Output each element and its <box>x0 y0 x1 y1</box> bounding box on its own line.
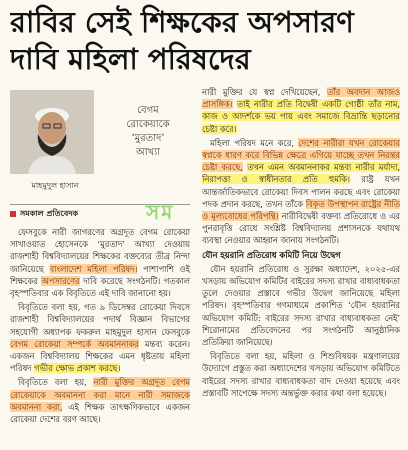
paragraph: বিবৃতিতে বলা হয়, মহিলা ও শিশুবিষয়ক মন্ত্রণালয়ের উদ্যোগে প্রস্তুত করা অধ্যাদেশের খসড়ায় অভিযোগ কমিটিতে বাইরের সদস্য রাখার বাধ্যবাধকতা বাদ দেওয়া হয়েছে এবং প্রস্তাবটি সাপেক্ষে সদস্য অন্তর্ভুক্ত করার কথা বলা হয়েছে। <box>202 351 400 398</box>
paragraph <box>202 86 400 135</box>
photo-caption: মাহমুদুল হাসান <box>31 181 79 190</box>
text: বিবৃতিতে বলা হয়, <box>18 377 94 388</box>
bullet-square-icon <box>10 211 16 217</box>
highlight: গভীর ক্ষোভ প্রকাশ করছে। <box>34 363 121 374</box>
byline-text: সমকাল প্রতিবেদক <box>20 209 79 218</box>
highlight: বিকৃত উপস্থাপন রাষ্ট্রের নীতি ও মূল্যবোধের পরিপন্থি। <box>202 198 400 222</box>
text: রাষ্ট্র যখন আন্তর্জাতিকভাবে রোকেয়া দিবস পালন করছে এবং রোকেয়া পদক প্রদান করছে, তখন তাঁকে <box>202 174 400 209</box>
headline-line-1: রাবির সেই শিক্ষকের অপসারণ <box>10 5 354 39</box>
highlight: দেশের নারীরা যখন রোকেয়ার স্বপ্নকে ধারণ করে বিভিন্ন ক্ষেত্রে এগিয়ে যাচ্ছে তখন নিরন্তর চেষ্টা করছে, <box>202 137 400 173</box>
highlight: বাংলাদেশ মহিলা পরিষদ। <box>49 263 138 274</box>
text: ফেসবুকে নারী জাগরণের অগ্রদূত বেগম রোকেয়া সাখাওয়াত হোসেনকে ‘মুরতাদ’ আখ্যা দেওয়ায় রাজশাহী বিশ্ববিদ্যালয়ের শিক্ষকের বক্তব্যের তীব্র নিন্দা জানিয়েছে <box>10 227 190 274</box>
watermark-logo: সম <box>146 200 175 224</box>
highlight: নারী মুক্তির অগ্রদূত বেগম রোকেয়াকে অবমাননা করা মানে নারী সমাজকে অবমাননা করা, <box>10 377 190 412</box>
text: নারীবিদ্বেষী বক্তব্য প্রতিরোধে ও এর পুনরাবৃত্তি রোধে সংশ্লিষ্ট বিশ্ববিদ্যালয় প্রশাসনকে যথাযথ ব্যবস্থা নেওয়ার আহ্বান জানায় সংগঠনটি। <box>202 211 400 246</box>
pull-quote <box>108 104 188 160</box>
section-subheading: যৌন হয়রানি প্রতিরোধ কমিটি নিয়ে উদ্বেগ <box>202 249 341 260</box>
paragraph <box>10 226 190 299</box>
highlight: তখন এমন অবমাননাকর মন্তব্য নারীর মর্যাদা, নিরাপত্তা ও স্বাধীনতার প্রতি হুমকি। <box>202 162 401 185</box>
pull-quote-line: বেগম <box>137 105 159 116</box>
paragraph <box>10 301 190 374</box>
pull-quote-line: আখ্যা <box>135 147 161 158</box>
text: নারী মুক্তির যে স্বপ্ন দেখিয়েছেন, <box>202 87 327 97</box>
article-column-left <box>10 226 190 427</box>
paragraph <box>202 137 400 247</box>
text: দাবি করেছে সংগঠনটি। গতকাল বৃহস্পতিবার এক বিবৃতিতে এই দাবি জানানো হয়। <box>10 275 190 299</box>
article-column-right <box>202 86 400 401</box>
text: পাশাপাশি ওই শিক্ষকের <box>10 263 190 286</box>
paragraph: যৌন হয়রানি প্রতিরোধ ও সুরক্ষা অধ্যাদেশ, ২০২৫-এর খসড়ায় অভিযোগ কমিটির বাইরের সদস্য রাখার বাধ্যবাধকতা তুলে দেওয়ার প্রস্তাবে গভীর উদ্বেগ জানিয়েছে মহিলা পরিষদ। বৃহস্পতিবার গণমাধ্যমে প্রকাশিত ‘যৌন হয়রানির অভিযোগ কমিটি: বাইরের সদস্য রাখার বাধ্যবাধকতা নেই’ শিরোনামের প্রতিবেদনের পর সংগঠনটি আনুষ্ঠানিক প্রতিক্রিয়া জানিয়েছে। <box>202 263 400 348</box>
pull-quote-line: রোকেয়াকে <box>126 119 170 130</box>
author-photo <box>10 90 94 174</box>
highlight: বেগম রোকেয়া সম্পর্কে অবমাননাকর <box>10 338 139 349</box>
text: মন্তব্য করেন। একজন বিশ্ববিদ্যালয় শিক্ষকের এমন ধৃষ্টতায় মহিলা পরিষদ <box>10 338 190 374</box>
highlight: তাঁর অবদান আজও প্রাসঙ্গিক। <box>202 87 400 110</box>
portrait-image <box>10 90 94 174</box>
text: মহিলা পরিষদ মনে করে, <box>210 137 299 148</box>
highlight: তাই নারীর প্রতি বিদ্বেষী একটি গোষ্ঠী তাঁর নাম, কাজ ও আদর্শকে ভয় পায় এবং সমাজে বিভ্রান্তি ছড়ানোর চেষ্টা করে। <box>202 99 401 134</box>
highlight: অপসারণের <box>41 275 80 286</box>
headline-line-2: দাবি মহিলা পরিষদের <box>10 42 251 76</box>
paragraph <box>10 376 190 425</box>
text: এই শিক্ষক তাৎক্ষণিকভাবে একজন রোকেয়া দেশের বরণ আছে। <box>10 401 190 425</box>
headline <box>10 4 402 78</box>
text: বিবৃতিতে বলা হয়, গত ৯ ডিসেম্বর রোকেয়া দিবসে রাজশাহী বিশ্ববিদ্যালয়ের পদার্থ বিজ্ঞান বিভাগের সহযোগী অধ্যাপক ফকরুল মাহমুদুল হাসান ফেসবুকে <box>10 302 190 337</box>
pull-quote-line: ‘মুরতাদ’ <box>131 133 165 144</box>
